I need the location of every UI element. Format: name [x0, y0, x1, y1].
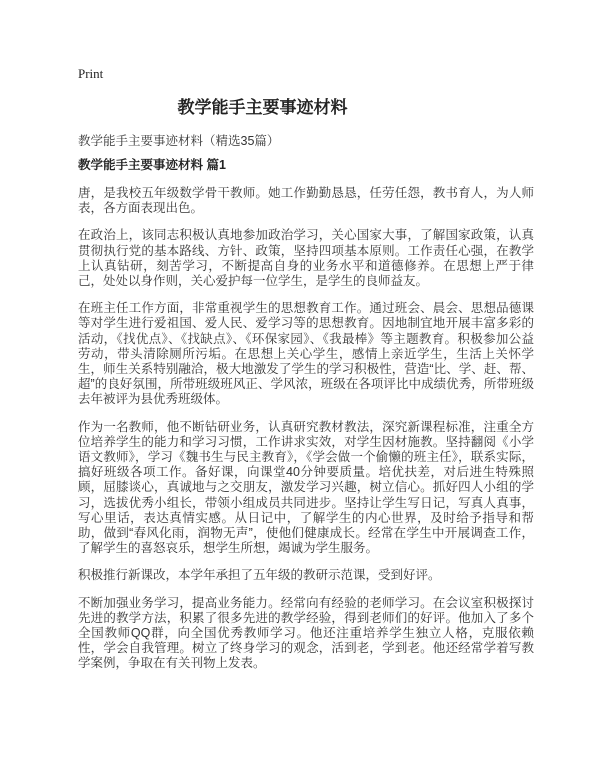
article-body [78, 186, 534, 684]
section-heading: 教学能手主要事迹材料 篇1 [78, 158, 226, 172]
print-link[interactable]: Print [78, 66, 104, 81]
paragraph-professional-learning: 不断加强业务学习，提高业务能力。经常向有经验的老师学习。在会议室积极探讨先进的教学方法，积累了很多先进的教学经验，得到老师们的好评。他加入了多个全国教师QQ群，向全国优秀教师学习。他还注重培养学生独立人格，克服依赖性，学会自我管理。树立了终身学习的观念，活到老，学到老。他还经常学着写教学案例，争取在有关刊物上发表。 [78, 595, 534, 671]
paragraph-politics: 在政治上，该同志积极认真地参加政治学习，关心国家大事，了解国家政策，认真贯彻执行党的基本路线、方针、政策，坚持四项基本原则。工作责任心强，在教学上认真钻研，刻苦学习，不断提高自身的业务水平和道德修养。在思想上严于律己，处处以身作则，关心爱护每一位学生，是学生的良师益友。 [78, 228, 534, 289]
paragraph-curriculum-reform: 积极推行新课改，本学年承担了五年级的教研示范课，受到好评。 [78, 568, 441, 583]
paragraph-intro: 唐，是我校五年级数学骨干教师。她工作勤勤恳恳，任劳任怨，教书育人，为人师表，各方面表现出色。 [78, 186, 534, 216]
paragraph-class-teacher: 在班主任工作方面，非常重视学生的思想教育工作。通过班会、晨会、思想品德课等对学生进行爱祖国、爱人民、爱学习等的思想教育。因地制宜地开展丰富多彩的活动，《找优点》、《找缺点》、《环保家园》、《我最棒》等主题教育。积极参加公益劳动，带头清除厕所污垢。在思想上关心学生，感情上亲近学生，生活上关怀学生，师生关系特别融洽，极大地激发了学生的学习积极性，营造“比、学、赶、帮、超”的良好氛围，所带班级班风正、学风浓，班级在各项评比中成绩优秀，所带班级去年被评为县优秀班级体。 [78, 301, 534, 407]
article-subtitle: 教学能手主要事迹材料（精选35篇） [78, 134, 280, 148]
paragraph-teaching-research: 作为一名教师，他不断钻研业务，认真研究教材教法，深究新课程标准，注重全方位培养学生的能力和学习习惯，工作讲求实效，对学生因材施教。坚持翻阅《小学语文教师》，学习《魏书生与民主教育》，《学会做一个偷懒的班主任》，联系实际，搞好班级各项工作。备好课，向课堂40分钟要质量。培优扶差，对后进生特殊照顾，屈膝谈心，真诚地与之交朋友，激发学习兴趣，树立信心。抓好四人小组的学习，选拔优秀小组长，带领小组成员共同进步。坚持让学生写日记，写真人真事，写心里话，表达真情实感。从日记中，了解学生的内心世界，及时给予指导和帮助，做到“春风化雨，润物无声”，使他们健康成长。经常在学生中开展调查工作，了解学生的喜怒哀乐，想学生所想，竭诚为学生服务。 [78, 419, 534, 556]
article-title: 教学能手主要事迹材料 [177, 98, 348, 117]
